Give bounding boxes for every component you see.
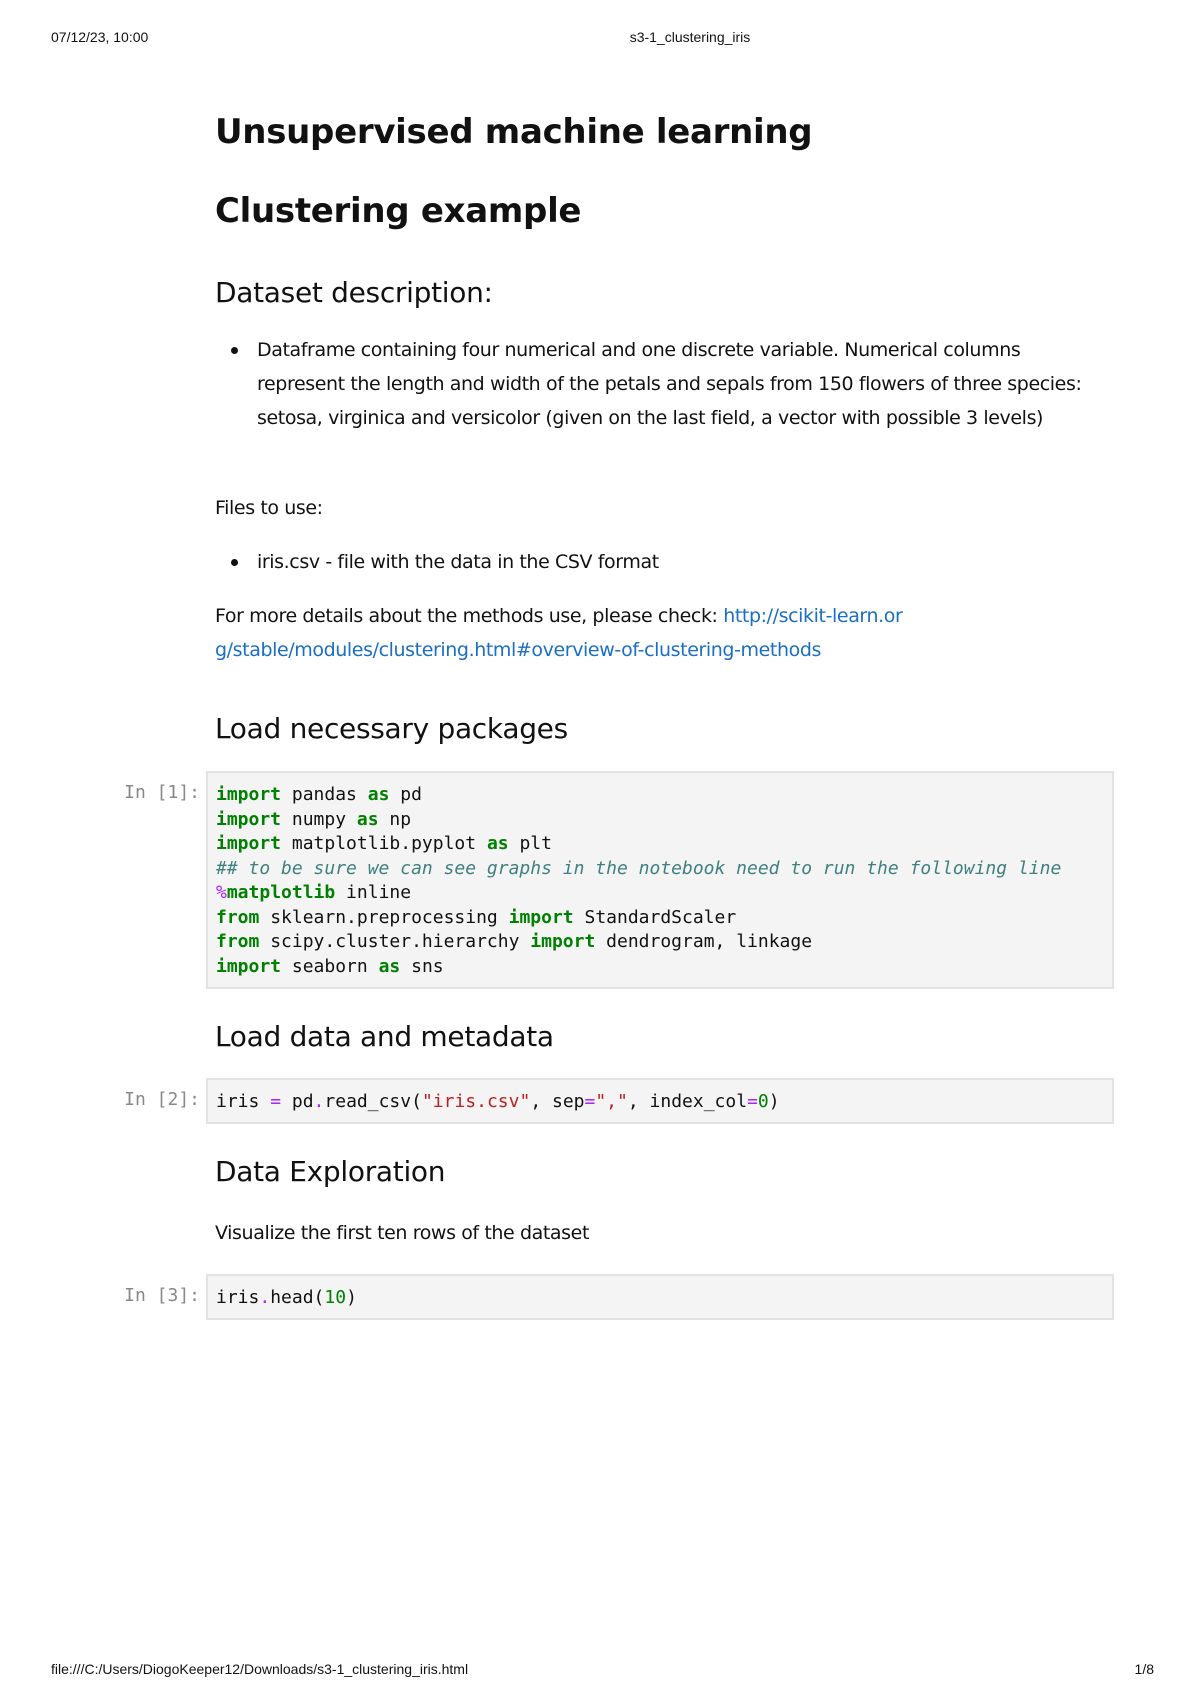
print-file-path: file:///C:/Users/DiogoKeeper12/Downloads/s3-1_clustering_iris.html (51, 1661, 469, 1677)
code-line: ## to be sure we can see graphs in the notebook need to run the following line (216, 857, 1062, 879)
cell-1-prompt: In [1]: (124, 782, 200, 803)
code-line: from scipy.cluster.hierarchy import dendrogram, linkage (216, 931, 813, 952)
print-header (0, 29, 1200, 49)
cell-2-prompt: In [2]: (124, 1089, 200, 1110)
details-text: For more details about the methods use, please check: (215, 605, 724, 627)
code-line: iris.head(10) (216, 1287, 357, 1308)
code-line: import seaborn as sns (216, 955, 444, 977)
print-page-number: 1/8 (1134, 1661, 1154, 1677)
code-line: import numpy as np (216, 808, 412, 830)
code-cell-2-source[interactable] (208, 1080, 1112, 1125)
details-paragraph (215, 599, 915, 667)
code-line: from sklearn.preprocessing import StandardScaler (216, 906, 737, 928)
code-line: import pandas as pd (216, 784, 422, 805)
code-cell-2[interactable] (206, 1078, 1114, 1124)
print-title: s3-1_clustering_iris (629, 29, 751, 45)
files-list (215, 545, 1115, 579)
code-line: iris = pd.read_csv("iris.csv", sep=",", index_col=0) (216, 1091, 780, 1112)
dataset-description (215, 333, 1095, 435)
exploration-text: Visualize the first ten rows of the dataset (215, 1222, 590, 1244)
code-line: %matplotlib inline (216, 882, 412, 903)
code-cell-3[interactable] (206, 1274, 1114, 1320)
clustering-docs-link[interactable]: http://scikit-learn.org/stable/modules/clustering.html#overview-of-clustering-methods (215, 605, 903, 661)
print-datetime: 07/12/23, 10:00 (51, 29, 149, 45)
files-bullet: iris.csv - file with the data in the CSV format (257, 545, 1115, 579)
code-cell-1[interactable] (206, 771, 1114, 989)
load-packages-heading: Load necessary packages (215, 712, 568, 745)
load-data-heading: Load data and metadata (215, 1020, 554, 1053)
code-cell-3-source[interactable] (208, 1276, 1112, 1321)
code-line: import matplotlib.pyplot as plt (216, 833, 552, 854)
dataset-bullet: Dataframe containing four numerical and one discrete variable. Numerical columns represent the length and width of the petals and sepals from 150 flowers of three species: setosa, virginica and versicolor (given on the last field, a vector with possible 3 levels) (257, 333, 1095, 435)
dataset-heading: Dataset description: (215, 276, 493, 309)
print-footer (0, 1661, 1200, 1681)
page-subtitle: Clustering example (215, 191, 582, 231)
cell-3-prompt: In [3]: (124, 1285, 200, 1306)
exploration-heading: Data Exploration (215, 1155, 446, 1188)
files-label: Files to use: (215, 497, 323, 519)
page-title: Unsupervised machine learning (215, 112, 813, 152)
code-cell-1-source[interactable] (208, 773, 1112, 989)
